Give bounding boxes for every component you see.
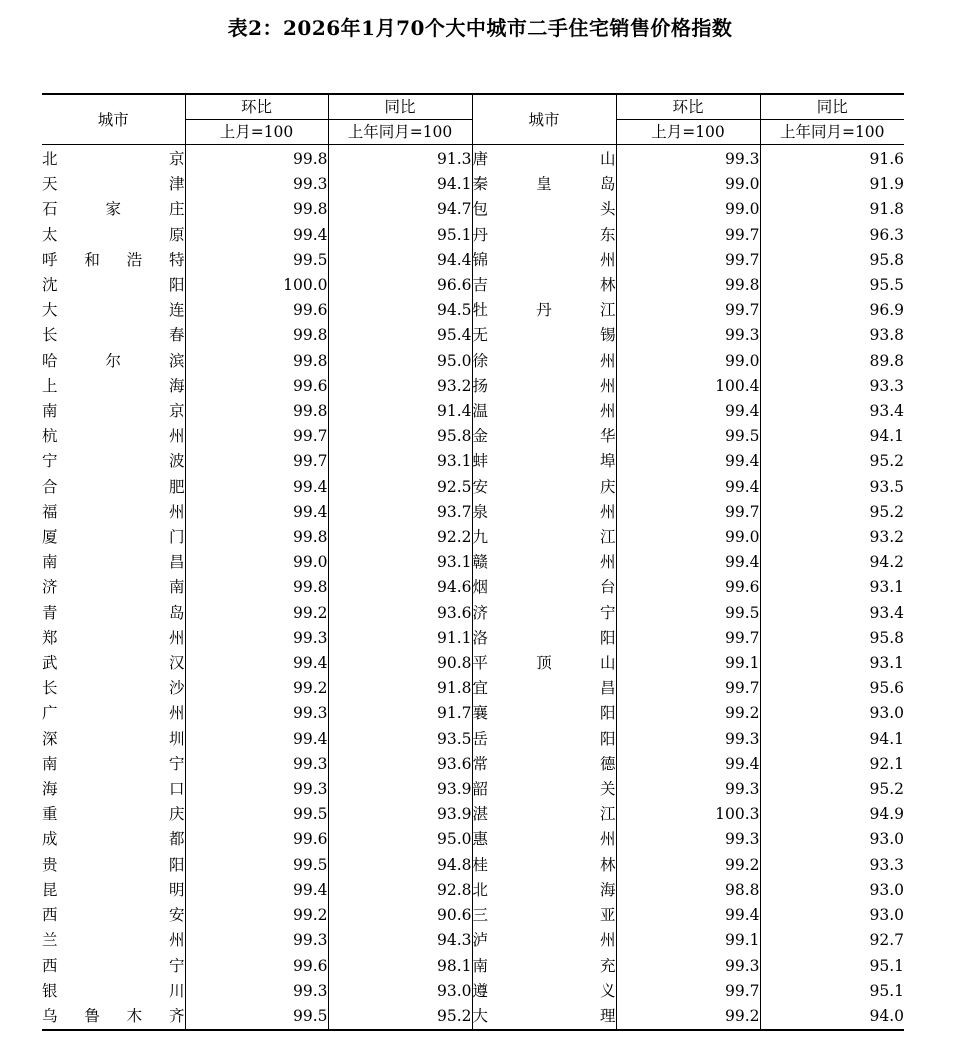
cell-mom-right: 99.4 bbox=[616, 550, 760, 575]
price-index-table bbox=[42, 93, 904, 1031]
cell-city-left: 合肥 bbox=[42, 477, 185, 496]
header-city-right: 城市 bbox=[472, 94, 616, 145]
cell-yoy-left: 94.7 bbox=[328, 197, 472, 222]
cell-mom-right: 99.0 bbox=[616, 349, 760, 374]
cell-mom-left: 99.6 bbox=[185, 954, 328, 979]
cell-mom-left: 99.3 bbox=[185, 701, 328, 726]
cell-yoy-left: 90.6 bbox=[328, 903, 472, 928]
cell-city-right: 遵义 bbox=[472, 979, 616, 1004]
cell-mom-right: 99.2 bbox=[616, 853, 760, 878]
table-row bbox=[42, 449, 904, 474]
cell-city-right: 锦州 bbox=[472, 248, 616, 273]
header-yoy-left: 同比 bbox=[328, 94, 472, 120]
cell-city-left: 北京 bbox=[42, 150, 185, 168]
table-row bbox=[42, 172, 904, 197]
cell-city-right: 湛江 bbox=[472, 802, 616, 827]
cell-city-left: 银川 bbox=[42, 981, 185, 1000]
cell-city-left: 青岛 bbox=[42, 603, 185, 622]
cell-mom-left: 99.5 bbox=[185, 802, 328, 827]
cell-mom-left: 99.8 bbox=[185, 399, 328, 424]
cell-yoy-left: 94.4 bbox=[328, 248, 472, 273]
cell-yoy-right: 92.7 bbox=[760, 928, 904, 953]
cell-city-right: 赣州 bbox=[472, 550, 616, 575]
cell-city-right: 泸州 bbox=[472, 928, 616, 953]
cell-mom-right: 99.1 bbox=[616, 651, 760, 676]
cell-mom-left: 99.7 bbox=[185, 449, 328, 474]
cell-yoy-right: 95.5 bbox=[760, 273, 904, 298]
table-row bbox=[42, 827, 904, 852]
cell-mom-right: 99.4 bbox=[616, 449, 760, 474]
cell-yoy-right: 93.0 bbox=[760, 701, 904, 726]
cell-city-left: 杭州 bbox=[42, 427, 185, 446]
cell-yoy-right: 93.5 bbox=[760, 475, 904, 500]
header-yoy-base-left: 上年同月=100 bbox=[328, 120, 472, 145]
table-row bbox=[42, 802, 904, 827]
cell-yoy-right: 95.8 bbox=[760, 626, 904, 651]
cell-mom-right: 100.3 bbox=[616, 802, 760, 827]
cell-mom-left: 99.6 bbox=[185, 827, 328, 852]
cell-city-left: 厦门 bbox=[42, 528, 185, 547]
cell-mom-right: 99.7 bbox=[616, 676, 760, 701]
table-row bbox=[42, 979, 904, 1004]
cell-mom-right: 99.7 bbox=[616, 298, 760, 323]
cell-city-left: 沈阳 bbox=[42, 276, 185, 295]
cell-yoy-left: 92.2 bbox=[328, 525, 472, 550]
cell-yoy-right: 93.3 bbox=[760, 853, 904, 878]
cell-mom-left: 99.4 bbox=[185, 500, 328, 525]
cell-mom-left: 99.8 bbox=[185, 197, 328, 222]
cell-yoy-right: 91.9 bbox=[760, 172, 904, 197]
cell-yoy-right: 93.8 bbox=[760, 323, 904, 348]
cell-yoy-right: 91.6 bbox=[760, 145, 904, 173]
cell-yoy-left: 98.1 bbox=[328, 954, 472, 979]
cell-yoy-left: 95.2 bbox=[328, 1004, 472, 1030]
cell-yoy-right: 92.1 bbox=[760, 752, 904, 777]
cell-yoy-right: 94.2 bbox=[760, 550, 904, 575]
cell-yoy-right: 93.0 bbox=[760, 878, 904, 903]
cell-yoy-right: 95.2 bbox=[760, 449, 904, 474]
cell-mom-left: 99.8 bbox=[185, 349, 328, 374]
table-row bbox=[42, 349, 904, 374]
table-row bbox=[42, 651, 904, 676]
cell-city-left: 重庆 bbox=[42, 805, 185, 824]
cell-yoy-left: 91.1 bbox=[328, 626, 472, 651]
cell-yoy-left: 95.0 bbox=[328, 349, 472, 374]
table-row bbox=[42, 954, 904, 979]
header-city-left: 城市 bbox=[42, 94, 185, 145]
table-body bbox=[42, 145, 904, 1031]
table-row bbox=[42, 145, 904, 173]
cell-city-left: 南宁 bbox=[42, 754, 185, 773]
cell-yoy-left: 93.1 bbox=[328, 550, 472, 575]
cell-mom-left: 99.3 bbox=[185, 752, 328, 777]
cell-mom-right: 98.8 bbox=[616, 878, 760, 903]
cell-city-right: 大理 bbox=[472, 1004, 616, 1030]
cell-mom-left: 99.6 bbox=[185, 298, 328, 323]
cell-yoy-right: 95.2 bbox=[760, 777, 904, 802]
cell-yoy-right: 93.1 bbox=[760, 651, 904, 676]
cell-mom-left: 99.4 bbox=[185, 651, 328, 676]
cell-mom-right: 99.5 bbox=[616, 601, 760, 626]
cell-city-right: 烟台 bbox=[472, 575, 616, 600]
cell-mom-right: 99.3 bbox=[616, 777, 760, 802]
cell-yoy-right: 96.9 bbox=[760, 298, 904, 323]
table-row bbox=[42, 752, 904, 777]
table-row bbox=[42, 701, 904, 726]
cell-yoy-left: 95.0 bbox=[328, 827, 472, 852]
cell-mom-left: 99.4 bbox=[185, 727, 328, 752]
cell-mom-right: 99.7 bbox=[616, 500, 760, 525]
table-row bbox=[42, 298, 904, 323]
cell-city-left: 宁波 bbox=[42, 452, 185, 471]
cell-city-right: 安庆 bbox=[472, 475, 616, 500]
cell-city-left: 南京 bbox=[42, 402, 185, 421]
cell-mom-right: 99.8 bbox=[616, 273, 760, 298]
cell-city-left: 成都 bbox=[42, 830, 185, 849]
cell-yoy-right: 89.8 bbox=[760, 349, 904, 374]
cell-city-left: 西安 bbox=[42, 906, 185, 925]
cell-city-left: 昆明 bbox=[42, 880, 185, 899]
cell-city-right: 丹东 bbox=[472, 223, 616, 248]
cell-mom-left: 100.0 bbox=[185, 273, 328, 298]
cell-mom-left: 99.7 bbox=[185, 424, 328, 449]
table-row bbox=[42, 399, 904, 424]
table-row bbox=[42, 500, 904, 525]
cell-mom-right: 99.3 bbox=[616, 827, 760, 852]
cell-mom-left: 99.4 bbox=[185, 878, 328, 903]
cell-mom-right: 99.7 bbox=[616, 979, 760, 1004]
cell-city-right: 无锡 bbox=[472, 323, 616, 348]
cell-mom-right: 99.2 bbox=[616, 701, 760, 726]
cell-city-left: 武汉 bbox=[42, 654, 185, 673]
cell-yoy-left: 93.7 bbox=[328, 500, 472, 525]
cell-mom-right: 99.1 bbox=[616, 928, 760, 953]
cell-city-right: 惠州 bbox=[472, 827, 616, 852]
cell-yoy-left: 94.5 bbox=[328, 298, 472, 323]
cell-mom-left: 99.3 bbox=[185, 979, 328, 1004]
cell-mom-right: 99.6 bbox=[616, 575, 760, 600]
cell-city-right: 襄阳 bbox=[472, 701, 616, 726]
cell-yoy-right: 95.1 bbox=[760, 979, 904, 1004]
table-row bbox=[42, 727, 904, 752]
cell-city-right: 唐山 bbox=[472, 145, 616, 173]
cell-city-right: 韶关 bbox=[472, 777, 616, 802]
cell-city-left: 上海 bbox=[42, 376, 185, 395]
cell-mom-right: 99.7 bbox=[616, 248, 760, 273]
cell-mom-right: 99.4 bbox=[616, 903, 760, 928]
cell-mom-right: 99.4 bbox=[616, 399, 760, 424]
cell-yoy-left: 93.2 bbox=[328, 374, 472, 399]
table-row bbox=[42, 1004, 904, 1030]
cell-yoy-right: 91.8 bbox=[760, 197, 904, 222]
cell-mom-left: 99.4 bbox=[185, 475, 328, 500]
cell-mom-left: 99.3 bbox=[185, 777, 328, 802]
cell-yoy-right: 93.4 bbox=[760, 399, 904, 424]
cell-yoy-right: 94.1 bbox=[760, 727, 904, 752]
cell-city-right: 金华 bbox=[472, 424, 616, 449]
cell-city-left: 贵阳 bbox=[42, 855, 185, 874]
cell-yoy-right: 95.1 bbox=[760, 954, 904, 979]
cell-yoy-right: 94.9 bbox=[760, 802, 904, 827]
cell-city-right: 洛阳 bbox=[472, 626, 616, 651]
cell-yoy-left: 94.1 bbox=[328, 172, 472, 197]
cell-mom-right: 99.4 bbox=[616, 752, 760, 777]
cell-yoy-left: 91.4 bbox=[328, 399, 472, 424]
cell-yoy-right: 96.3 bbox=[760, 223, 904, 248]
table-row bbox=[42, 853, 904, 878]
cell-city-left: 长春 bbox=[42, 326, 185, 345]
cell-yoy-right: 95.2 bbox=[760, 500, 904, 525]
cell-city-left: 海口 bbox=[42, 780, 185, 799]
cell-mom-left: 99.8 bbox=[185, 323, 328, 348]
cell-mom-right: 99.0 bbox=[616, 525, 760, 550]
table-row bbox=[42, 323, 904, 348]
cell-yoy-right: 94.1 bbox=[760, 424, 904, 449]
cell-yoy-right: 93.3 bbox=[760, 374, 904, 399]
cell-city-left: 兰州 bbox=[42, 931, 185, 950]
cell-yoy-left: 95.4 bbox=[328, 323, 472, 348]
header-mom-base-left: 上月=100 bbox=[185, 120, 328, 145]
cell-mom-right: 99.4 bbox=[616, 475, 760, 500]
cell-mom-left: 99.3 bbox=[185, 928, 328, 953]
cell-city-left: 乌鲁木齐 bbox=[42, 1004, 185, 1030]
table-row bbox=[42, 475, 904, 500]
cell-mom-left: 99.6 bbox=[185, 374, 328, 399]
cell-city-right: 牡丹江 bbox=[472, 298, 616, 323]
cell-mom-right: 99.3 bbox=[616, 323, 760, 348]
cell-mom-left: 99.4 bbox=[185, 223, 328, 248]
cell-city-right: 岳阳 bbox=[472, 727, 616, 752]
cell-yoy-right: 95.8 bbox=[760, 248, 904, 273]
cell-city-left: 南昌 bbox=[42, 553, 185, 572]
cell-city-left: 太原 bbox=[42, 225, 185, 244]
cell-mom-right: 99.5 bbox=[616, 424, 760, 449]
cell-yoy-left: 92.5 bbox=[328, 475, 472, 500]
cell-city-left: 呼和浩特 bbox=[42, 250, 185, 269]
cell-yoy-left: 93.5 bbox=[328, 727, 472, 752]
cell-yoy-right: 93.0 bbox=[760, 903, 904, 928]
cell-yoy-left: 91.7 bbox=[328, 701, 472, 726]
cell-mom-right: 100.4 bbox=[616, 374, 760, 399]
header-mom-right: 环比 bbox=[616, 94, 760, 120]
cell-mom-left: 99.2 bbox=[185, 903, 328, 928]
cell-mom-right: 99.2 bbox=[616, 1004, 760, 1030]
cell-yoy-right: 93.4 bbox=[760, 601, 904, 626]
cell-mom-right: 99.0 bbox=[616, 172, 760, 197]
table-row bbox=[42, 197, 904, 222]
cell-city-right: 济宁 bbox=[472, 601, 616, 626]
cell-city-left: 福州 bbox=[42, 502, 185, 521]
cell-city-right: 平顶山 bbox=[472, 651, 616, 676]
cell-yoy-left: 94.6 bbox=[328, 575, 472, 600]
cell-mom-right: 99.3 bbox=[616, 954, 760, 979]
cell-city-right: 吉林 bbox=[472, 273, 616, 298]
table-row bbox=[42, 878, 904, 903]
header-yoy-right: 同比 bbox=[760, 94, 904, 120]
cell-mom-left: 99.5 bbox=[185, 1004, 328, 1030]
cell-city-right: 南充 bbox=[472, 954, 616, 979]
cell-mom-left: 99.8 bbox=[185, 525, 328, 550]
cell-city-right: 包头 bbox=[472, 197, 616, 222]
cell-yoy-right: 95.6 bbox=[760, 676, 904, 701]
cell-mom-left: 99.0 bbox=[185, 550, 328, 575]
cell-yoy-left: 93.6 bbox=[328, 752, 472, 777]
header-mom-base-right: 上月=100 bbox=[616, 120, 760, 145]
table-row bbox=[42, 575, 904, 600]
table-row bbox=[42, 903, 904, 928]
cell-city-right: 九江 bbox=[472, 525, 616, 550]
cell-yoy-left: 93.0 bbox=[328, 979, 472, 1004]
header-yoy-base-right: 上年同月=100 bbox=[760, 120, 904, 145]
cell-yoy-left: 93.6 bbox=[328, 601, 472, 626]
cell-mom-left: 99.8 bbox=[185, 575, 328, 600]
cell-city-left: 广州 bbox=[42, 704, 185, 723]
cell-mom-right: 99.3 bbox=[616, 727, 760, 752]
cell-yoy-left: 95.1 bbox=[328, 223, 472, 248]
cell-yoy-left: 91.8 bbox=[328, 676, 472, 701]
cell-yoy-right: 93.2 bbox=[760, 525, 904, 550]
cell-city-left: 天津 bbox=[42, 175, 185, 194]
cell-yoy-left: 95.8 bbox=[328, 424, 472, 449]
cell-city-right: 常德 bbox=[472, 752, 616, 777]
cell-city-right: 泉州 bbox=[472, 500, 616, 525]
table-row bbox=[42, 424, 904, 449]
cell-city-right: 北海 bbox=[472, 878, 616, 903]
table-row bbox=[42, 626, 904, 651]
cell-yoy-right: 93.1 bbox=[760, 575, 904, 600]
cell-mom-left: 99.5 bbox=[185, 248, 328, 273]
header-mom-left: 环比 bbox=[185, 94, 328, 120]
cell-city-right: 桂林 bbox=[472, 853, 616, 878]
table-row bbox=[42, 928, 904, 953]
table-row bbox=[42, 601, 904, 626]
page-title: 表2：2026年1月70个大中城市二手住宅销售价格指数 bbox=[227, 16, 733, 40]
table-row bbox=[42, 777, 904, 802]
cell-city-right: 秦皇岛 bbox=[472, 172, 616, 197]
cell-yoy-left: 96.6 bbox=[328, 273, 472, 298]
table-header bbox=[42, 94, 904, 145]
cell-city-left: 济南 bbox=[42, 578, 185, 597]
cell-mom-left: 99.3 bbox=[185, 172, 328, 197]
cell-yoy-right: 93.0 bbox=[760, 827, 904, 852]
cell-city-left: 哈尔滨 bbox=[42, 351, 185, 370]
cell-city-right: 扬州 bbox=[472, 374, 616, 399]
cell-city-left: 西宁 bbox=[42, 956, 185, 975]
cell-yoy-left: 93.9 bbox=[328, 777, 472, 802]
cell-mom-left: 99.8 bbox=[185, 145, 328, 173]
table-row bbox=[42, 223, 904, 248]
cell-city-left: 石家庄 bbox=[42, 200, 185, 219]
table-row bbox=[42, 273, 904, 298]
cell-yoy-left: 90.8 bbox=[328, 651, 472, 676]
cell-yoy-left: 94.3 bbox=[328, 928, 472, 953]
cell-city-left: 大连 bbox=[42, 301, 185, 320]
table-row bbox=[42, 676, 904, 701]
table-row bbox=[42, 374, 904, 399]
cell-city-right: 宜昌 bbox=[472, 676, 616, 701]
cell-mom-left: 99.3 bbox=[185, 626, 328, 651]
table-row bbox=[42, 248, 904, 273]
cell-yoy-left: 94.8 bbox=[328, 853, 472, 878]
table-row bbox=[42, 550, 904, 575]
cell-yoy-left: 91.3 bbox=[328, 145, 472, 173]
cell-yoy-left: 93.9 bbox=[328, 802, 472, 827]
cell-mom-right: 99.7 bbox=[616, 626, 760, 651]
cell-city-right: 蚌埠 bbox=[472, 449, 616, 474]
cell-mom-left: 99.2 bbox=[185, 601, 328, 626]
table-row bbox=[42, 525, 904, 550]
cell-mom-right: 99.0 bbox=[616, 197, 760, 222]
cell-yoy-left: 92.8 bbox=[328, 878, 472, 903]
cell-yoy-right: 94.0 bbox=[760, 1004, 904, 1030]
cell-mom-right: 99.3 bbox=[616, 145, 760, 173]
cell-city-left: 深圳 bbox=[42, 729, 185, 748]
cell-mom-right: 99.7 bbox=[616, 223, 760, 248]
cell-city-left: 长沙 bbox=[42, 679, 185, 698]
cell-mom-left: 99.2 bbox=[185, 676, 328, 701]
cell-city-right: 徐州 bbox=[472, 349, 616, 374]
cell-yoy-left: 93.1 bbox=[328, 449, 472, 474]
cell-mom-left: 99.5 bbox=[185, 853, 328, 878]
cell-city-right: 三亚 bbox=[472, 903, 616, 928]
cell-city-left: 郑州 bbox=[42, 628, 185, 647]
cell-city-right: 温州 bbox=[472, 399, 616, 424]
